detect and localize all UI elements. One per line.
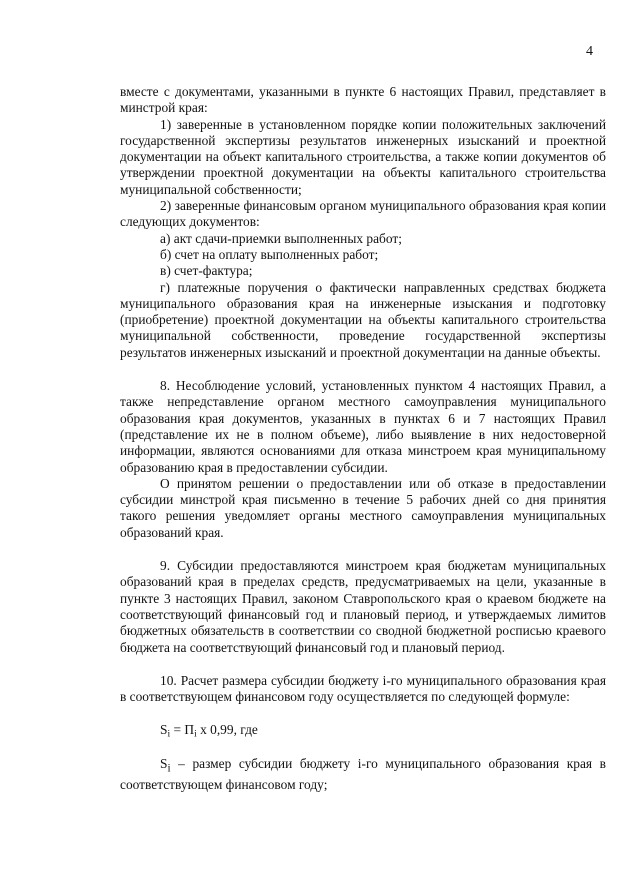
sub-item-a: а) акт сдачи-приемки выполненных работ; [160, 230, 402, 246]
clause-8: 8. Несоблюдение условий, установленных пунктом 4 настоящих Правил, а также непредставление органом местного самоуправления муниципального образования края документов, указанных в пунктах 6 и 7 настоящих Правил (представление их не в полном объеме), либо выявление в них недостоверной информации, являются основаниями для отказа минстроем края муниципальному образованию края в предоставлении субсидии. [120, 378, 606, 475]
formula-definition [120, 756, 606, 793]
subsidy-formula [120, 722, 606, 738]
sub-item-d: г) платежные поручения о фактически направленных средствах бюджета муниципального образования края на инженерные изыскания и подготовку (приобретение) проектной документации на объекты капитального строительства муниципальной собственности, проведение государственной экспертизы результатов инженерных изысканий и проектной документации на данные объекты. [120, 279, 606, 360]
document-body [120, 84, 606, 793]
definition-text: – размер субсидии бюджету i-го муниципального образования края в соответствующем финансовом году; [120, 755, 606, 792]
clause-8-decision: О принятом решении о предоставлении или об отказе в предоставлении субсидии минстрой края письменно в течение 5 рабочих дней со дня принятия такого решения уведомляет органы местного самоуправления муниципальных образований края. [120, 475, 606, 540]
definition-subscript: i [167, 762, 171, 775]
list-item-1: 1) заверенные в установленном порядке копии положительных заключений государственной экспертизы результатов инженерных изысканий и проектной документации на объект капитального строительства, а также копии документов об утверждении проектной документации на объекты капитального строительства муниципальной собственности; [120, 116, 606, 197]
formula-lhs: S [160, 722, 168, 738]
formula-equals: = П [170, 722, 195, 738]
list-item-2: 2) заверенные финансовым органом муниципального образования края копии следующих документов: [120, 198, 606, 230]
clause-9: 9. Субсидии предоставляются минстроем края бюджетам муниципальных образований края в пределах средств, предусматриваемых на цели, указанные в пункте 3 настоящих Правил, законом Ставропольского края о краевом бюджете на соответствующий финансовый год и плановый период, и утверждаемых лимитов бюджетных обязательств в соответствии со сводной бюджетной росписью краевого бюджета на соответствующий финансовый год и плановый период. [120, 558, 606, 655]
page-number: 4 [586, 44, 593, 59]
formula-lhs-subscript: i [167, 728, 171, 740]
paragraph-intro: вместе с документами, указанными в пункте 6 настоящих Правил, представляет в минстрой края: [120, 84, 606, 116]
formula-rhs-subscript: i [194, 728, 197, 740]
sub-item-c: в) счет-фактура; [160, 263, 253, 279]
sub-item-b: б) счет на оплату выполненных работ; [160, 246, 379, 262]
definition-symbol: S [160, 755, 168, 771]
clause-10: 10. Расчет размера субсидии бюджету i-го муниципального образования края в соответствующем финансовом году осуществляется по следующей формуле: [120, 672, 606, 705]
formula-rest: х 0,99, где [196, 722, 258, 738]
